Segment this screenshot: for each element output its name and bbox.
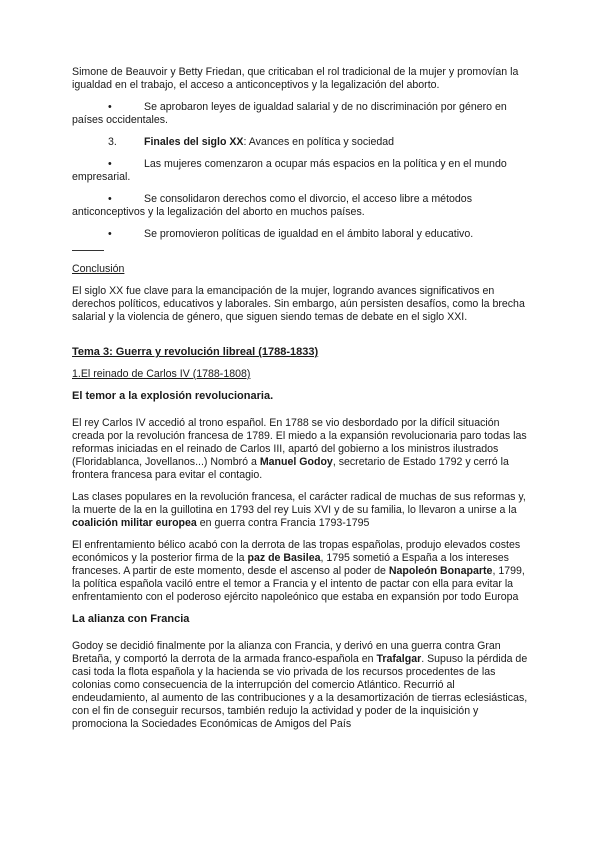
document-page: [72, 66, 528, 740]
conclusion-paragraph: El siglo XX fue clave para la emancipación de la mujer, logrando avances significativos en derechos políticos, educativos y laborales. Sin embargo, aún persisten desafíos, como la brecha salarial y la violencia de género, que siguen siendo temas de debate en el siglo XXI.: [72, 285, 525, 323]
section-divider: [72, 250, 104, 251]
topic-title: Tema 3: Guerra y revolución libreal (1788-1833): [72, 346, 319, 358]
list-item-text: Se promovieron políticas de igualdad en el ámbito laboral y educativo.: [144, 228, 474, 240]
subsection-heading: La alianza con Francia: [72, 613, 190, 625]
list-item-text: Las mujeres comenzaron a ocupar más espacios en la política y en el mundo empresarial.: [72, 158, 507, 183]
section-number: 3.: [108, 136, 117, 148]
bullet-marker: •: [108, 228, 112, 240]
topic-subtitle: 1.El reinado de Carlos IV (1788-1808): [72, 368, 251, 380]
list-item-text: Se consolidaron derechos como el divorcio, el acceso libre a métodos anticonceptivos y la legalización del aborto en muchos países.: [72, 193, 472, 218]
list-item: [72, 193, 528, 219]
conclusion-heading: Conclusión: [72, 263, 125, 275]
body-paragraph: El enfrentamiento bélico acabó con la derrota de las tropas españolas, produjo elevados costes económicos y la posterior firma de la paz de Basilea, 1795 sometió a España a los intereses franceses. A partir de este momento, desde el ascenso al poder de Napoleón Bonaparte, 1799, la política española vaciló entre el temor a Francia y el intento de pactar con ella para evitar la enfrentamiento con el poderoso ejército napoleónico que estaba en expansión por todo Europa: [72, 539, 525, 603]
list-item: [72, 101, 528, 127]
section-title-rest: : Avances en política y sociedad: [243, 136, 395, 148]
bullet-marker: •: [108, 101, 112, 113]
numbered-heading-section-3: [72, 136, 528, 149]
body-paragraph: Godoy se decidió finalmente por la alianza con Francia, y derivó en una guerra contra Gran Bretaña, y comportó la derrota de la armada franco-española en Trafalgar. Supuso la pérdida de casi toda la flota española y la hacienda se vio privada de los recursos procedentes de las colonias como consecuencia de la interrupción del comercio Atlántico. Recurrió al endeudamiento, al aumento de las contribuciones y a la desamortización de tierras eclesiásticas, con el fin de conseguir recursos, también redujo la actividad y poder de la inquisición y promociona la Sociedades Económicas de Amigos del País: [72, 640, 528, 730]
body-paragraph: Las clases populares en la revolución francesa, el carácter radical de muchas de sus reformas y, la muerte de la en la guillotina en 1793 del rey Luis XVI y de su familia, lo llevaron a unirse a la coalición militar europea en guerra contra Francia 1793-1795: [72, 491, 526, 529]
bullet-marker: •: [108, 193, 112, 205]
list-item: [72, 228, 528, 241]
body-paragraph: El rey Carlos IV accedió al trono español. En 1788 se vio desbordado por la difícil situación creada por la revolución francesa de 1789. El miedo a la expansión revolucionaria paro todas las reformas iniciadas en el reinado de Carlos III, apartó del gobierno a los ministros ilustrados (Floridablanca, Jovellanos...) Nombró a Manuel Godoy, secretario de Estado 1792 y cerró la frontera francesa para evitar el contagio.: [72, 417, 527, 481]
bullet-marker: •: [108, 158, 112, 170]
list-item: [72, 158, 528, 184]
intro-paragraph: Simone de Beauvoir y Betty Friedan, que criticaban el rol tradicional de la mujer y promovían la igualdad en el trabajo, el acceso a anticonceptivos y la legalización del aborto.: [72, 66, 519, 91]
subsection-heading: El temor a la explosión revolucionaria.: [72, 390, 274, 402]
list-item-text: Se aprobaron leyes de igualdad salarial y de no discriminación por género en países occidentales.: [72, 101, 507, 126]
section-title: Finales del siglo XX: [144, 136, 244, 148]
